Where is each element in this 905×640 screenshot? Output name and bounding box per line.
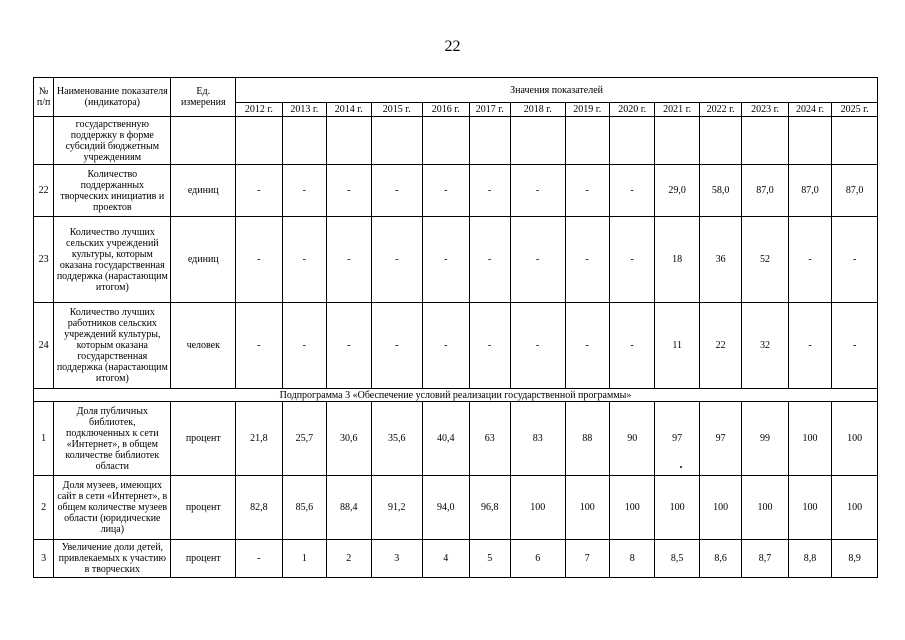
unit-cell: единиц — [171, 165, 236, 217]
value-cell: 30,6 — [327, 402, 371, 476]
value-cell: 2 — [327, 540, 371, 578]
value-cell: 1 — [282, 540, 326, 578]
value-cell: 7 — [565, 540, 609, 578]
value-cell: 88,4 — [327, 476, 371, 540]
value-cell: 100 — [609, 476, 654, 540]
value-cell: 97 — [655, 402, 699, 476]
value-cell — [565, 117, 609, 165]
header-year: 2024 г. — [788, 103, 831, 117]
page-number: 22 — [444, 38, 461, 55]
indicator-name: Количество лучших сельских учреждений культуры, которым оказана государственная поддержка (нарастающим итогом) — [54, 217, 171, 303]
table-row — [34, 540, 878, 578]
header-values: Значения показателей — [236, 78, 878, 103]
subprogram-title: Подпрограмма 3 «Обеспечение условий реализации государственной программы» — [34, 389, 878, 402]
value-cell: - — [832, 303, 878, 389]
value-cell: - — [510, 165, 565, 217]
value-cell: - — [327, 303, 371, 389]
row-number: 1 — [34, 402, 54, 476]
unit-cell: процент — [171, 402, 236, 476]
value-cell: - — [609, 217, 654, 303]
value-cell: 97 — [699, 402, 741, 476]
value-cell: - — [565, 303, 609, 389]
value-cell: 29,0 — [655, 165, 699, 217]
value-cell: - — [788, 217, 831, 303]
value-cell: - — [423, 165, 469, 217]
value-cell: - — [565, 217, 609, 303]
value-cell: 100 — [788, 402, 831, 476]
value-cell: 87,0 — [742, 165, 788, 217]
value-cell: - — [469, 217, 510, 303]
table-row — [34, 217, 878, 303]
value-cell: 87,0 — [788, 165, 831, 217]
table-row — [34, 402, 878, 476]
value-cell: 5 — [469, 540, 510, 578]
header-year: 2018 г. — [510, 103, 565, 117]
table-row — [34, 476, 878, 540]
value-cell: - — [236, 217, 282, 303]
table-body-part2 — [34, 402, 878, 578]
header-year: 2023 г. — [742, 103, 788, 117]
value-cell: 100 — [832, 476, 878, 540]
header-year: 2019 г. — [565, 103, 609, 117]
value-cell: 22 — [699, 303, 741, 389]
value-cell: - — [371, 217, 423, 303]
header-year: 2012 г. — [236, 103, 282, 117]
value-cell: 100 — [655, 476, 699, 540]
value-cell — [327, 117, 371, 165]
value-cell — [699, 117, 741, 165]
header-unit: Ед. измерения — [171, 78, 236, 117]
header-year: 2022 г. — [699, 103, 741, 117]
value-cell: 87,0 — [832, 165, 878, 217]
value-cell: - — [327, 217, 371, 303]
value-cell: 8 — [609, 540, 654, 578]
header-year: 2020 г. — [609, 103, 654, 117]
value-cell: 91,2 — [371, 476, 423, 540]
value-cell: - — [788, 303, 831, 389]
value-cell: 40,4 — [423, 402, 469, 476]
value-cell: - — [832, 217, 878, 303]
value-cell: 88 — [565, 402, 609, 476]
value-cell: 100 — [788, 476, 831, 540]
indicator-name: государственную поддержку в форме субсидий бюджетным учреждениям — [54, 117, 171, 165]
value-cell: - — [282, 303, 326, 389]
value-cell: - — [469, 303, 510, 389]
unit-cell — [171, 117, 236, 165]
value-cell: 94,0 — [423, 476, 469, 540]
value-cell: - — [371, 303, 423, 389]
value-cell: 21,8 — [236, 402, 282, 476]
value-cell: 11 — [655, 303, 699, 389]
value-cell — [469, 117, 510, 165]
value-cell: 85,6 — [282, 476, 326, 540]
header-year: 2017 г. — [469, 103, 510, 117]
unit-cell: процент — [171, 476, 236, 540]
value-cell: 8,7 — [742, 540, 788, 578]
value-cell — [609, 117, 654, 165]
value-cell: - — [282, 165, 326, 217]
value-cell: - — [236, 540, 282, 578]
value-cell: - — [423, 303, 469, 389]
value-cell: 90 — [609, 402, 654, 476]
value-cell — [788, 117, 831, 165]
row-number: 23 — [34, 217, 54, 303]
value-cell: 100 — [510, 476, 565, 540]
value-cell: - — [282, 217, 326, 303]
value-cell: 100 — [565, 476, 609, 540]
header-year: 2015 г. — [371, 103, 423, 117]
row-number: 22 — [34, 165, 54, 217]
indicator-name: Доля музеев, имеющих сайт в сети «Интернет», в общем количестве музеев области (юридические лица) — [54, 476, 171, 540]
indicator-name: Количество поддержанных творческих инициатив и проектов — [54, 165, 171, 217]
value-cell: 3 — [371, 540, 423, 578]
unit-cell: человек — [171, 303, 236, 389]
table-body-part1 — [34, 117, 878, 389]
value-cell: 36 — [699, 217, 741, 303]
value-cell: - — [371, 165, 423, 217]
value-cell: 6 — [510, 540, 565, 578]
value-cell: - — [510, 217, 565, 303]
table-row — [34, 303, 878, 389]
value-cell: - — [565, 165, 609, 217]
value-cell: 35,6 — [371, 402, 423, 476]
value-cell: 63 — [469, 402, 510, 476]
header-year: 2021 г. — [655, 103, 699, 117]
value-cell: 4 — [423, 540, 469, 578]
value-cell: 25,7 — [282, 402, 326, 476]
indicator-name: Увеличение доли детей, привлекаемых к участию в творческих — [54, 540, 171, 578]
unit-cell: единиц — [171, 217, 236, 303]
value-cell: 8,5 — [655, 540, 699, 578]
value-cell: 100 — [742, 476, 788, 540]
value-cell: - — [469, 165, 510, 217]
value-cell — [655, 117, 699, 165]
value-cell: - — [327, 165, 371, 217]
value-cell: 96,8 — [469, 476, 510, 540]
table-row — [34, 117, 878, 165]
value-cell: 83 — [510, 402, 565, 476]
value-cell: 32 — [742, 303, 788, 389]
value-cell: 8,9 — [832, 540, 878, 578]
value-cell: - — [423, 217, 469, 303]
value-cell: 8,8 — [788, 540, 831, 578]
header-year: 2014 г. — [327, 103, 371, 117]
value-cell: 99 — [742, 402, 788, 476]
header-year: 2025 г. — [832, 103, 878, 117]
indicator-name: Количество лучших работников сельских учреждений культуры, которым оказана государственная поддержка (нарастающим итогом) — [54, 303, 171, 389]
value-cell: 8,6 — [699, 540, 741, 578]
value-cell: 58,0 — [699, 165, 741, 217]
value-cell: - — [236, 303, 282, 389]
row-number: 2 — [34, 476, 54, 540]
value-cell — [832, 117, 878, 165]
value-cell: 18 — [655, 217, 699, 303]
header-year: 2013 г. — [282, 103, 326, 117]
value-cell — [742, 117, 788, 165]
row-number: 24 — [34, 303, 54, 389]
value-cell — [371, 117, 423, 165]
indicator-name: Доля публичных библиотек, подключенных к сети «Интернет», в общем количестве библиотек области — [54, 402, 171, 476]
value-cell — [510, 117, 565, 165]
row-number — [34, 117, 54, 165]
value-cell: - — [236, 165, 282, 217]
row-number: 3 — [34, 540, 54, 578]
table-row — [34, 165, 878, 217]
value-cell: 100 — [699, 476, 741, 540]
value-cell: - — [609, 303, 654, 389]
value-cell: 52 — [742, 217, 788, 303]
header-year: 2016 г. — [423, 103, 469, 117]
header-name: Наименование показателя (индикатора) — [54, 78, 171, 117]
value-cell — [282, 117, 326, 165]
value-cell: - — [609, 165, 654, 217]
value-cell — [236, 117, 282, 165]
header-num: № п/п — [34, 78, 54, 117]
indicators-table — [33, 77, 878, 578]
value-cell: 100 — [832, 402, 878, 476]
scan-speck — [680, 466, 682, 468]
unit-cell: процент — [171, 540, 236, 578]
value-cell: - — [510, 303, 565, 389]
value-cell: 82,8 — [236, 476, 282, 540]
value-cell — [423, 117, 469, 165]
